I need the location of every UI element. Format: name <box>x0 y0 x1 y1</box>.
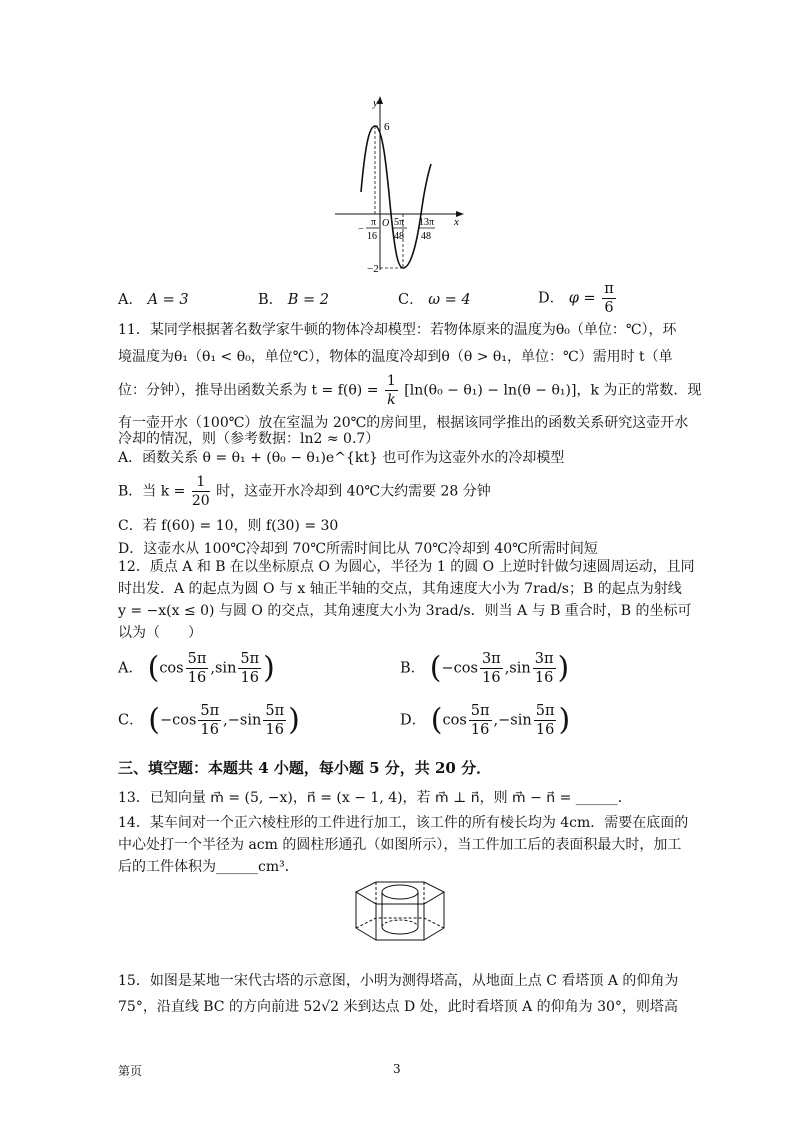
q10-option-a[interactable] <box>118 288 189 309</box>
q11-line-3 <box>118 372 701 409</box>
paren: ( <box>429 650 442 686</box>
paren: ) <box>263 650 275 686</box>
option-text: φ = <box>568 290 596 307</box>
q14-line-1: 14．某车间对一个正六棱柱形的工件进行加工，该工件的所有棱长均为 4cm．需要在底面的 <box>118 815 689 831</box>
text: ,sin <box>210 660 237 677</box>
y-min-label: −2 <box>367 263 379 275</box>
q11-option-b[interactable] <box>118 473 491 510</box>
y-max-label: 6 <box>384 121 390 133</box>
q15-line-2: 75°，沿直线 BC 的方向前进 52√2 米到达点 D 处，此时看塔顶 A 的仰角为 30°，则塔高 <box>118 999 678 1015</box>
numerator: 5π <box>265 703 285 719</box>
q12-option-c[interactable] <box>118 702 300 739</box>
q14-line-3: 后的工件体积为______cm³． <box>118 859 299 875</box>
text: [ln(θ₀ − θ₁) − ln(θ − θ₁)]，k 为正的常数．现 <box>404 382 702 399</box>
numerator: 5π <box>200 703 220 719</box>
fraction <box>385 372 398 409</box>
numerator: 1 <box>386 373 396 389</box>
paren: ) <box>558 702 571 738</box>
x-axis-label: x <box>454 216 459 228</box>
q12-line-3: y = −x(x ≤ 0) 与圆 O 的交点，其角速度大小为 3rad/s．则当 A 与 B 重合时，B 的坐标可 <box>118 603 692 619</box>
fraction <box>533 650 556 687</box>
q11-line-5: 冷却的情况，则（参考数据：ln2 ≈ 0.7） <box>118 431 380 447</box>
denominator: 16 <box>470 722 490 738</box>
footer-label: 第页 <box>118 1064 143 1078</box>
fraction <box>602 280 616 317</box>
fraction <box>469 702 492 739</box>
option-label: C． <box>398 292 424 308</box>
fraction <box>263 702 286 739</box>
text: ,−sin <box>223 712 262 729</box>
q11-option-a[interactable]: A．函数关系 θ = θ₁ + (θ₀ − θ₁)e^{kt} 也可作为这壶外水的冷却模型 <box>118 450 565 466</box>
option-label: A． <box>118 660 143 677</box>
denominator: 16 <box>535 722 555 738</box>
text: 位：分钟），推导出函数关系为 t = f(θ) = <box>118 382 379 399</box>
numerator: 3π <box>534 651 554 667</box>
denominator: 16 <box>534 670 554 686</box>
text: cos <box>442 712 467 729</box>
fraction <box>238 650 261 687</box>
option-text: ω = 4 <box>428 292 471 308</box>
denominator: 6 <box>604 300 614 316</box>
q11-line-4: 有一壶开水（100℃）放在室温为 20℃的房间里，根据该同学推出的函数关系研究这壶开水 <box>118 415 689 431</box>
origin-label: O <box>382 218 390 229</box>
q12-line-1: 12．质点 A 和 B 在以坐标原点 O 为圆心，半径为 1 的圆 O 上逆时针做匀速圆周运动，且同 <box>118 559 695 575</box>
y-axis-label: y <box>373 97 378 109</box>
option-label: D． <box>400 712 427 729</box>
page-number: 3 <box>393 1062 401 1076</box>
fraction <box>186 650 209 687</box>
q11-option-d[interactable]: D．这壶水从 100℃冷却到 70℃所需时间比从 70℃冷却到 40℃所需时间短 <box>118 541 598 557</box>
q10-option-d[interactable] <box>538 280 618 317</box>
numerator: 5π <box>187 651 207 667</box>
option-text: A = 3 <box>147 292 189 308</box>
q12-line-2: 时出发．A 的起点为圆 O 与 x 轴正半轴的交点，其角速度大小为 7rad/s；B 的起点为射线 <box>118 581 682 597</box>
text: ,−sin <box>493 712 532 729</box>
denominator: 16 <box>240 670 260 686</box>
q13-text: 13．已知向量 m⃗ = (5, −x)，n⃗ = (x − 1, 4)，若 m⃗ ⊥ n⃗，则 m⃗ − n⃗ = ______． <box>118 790 632 806</box>
tick1-denominator: 16 <box>367 231 377 242</box>
text: ,sin <box>504 660 531 677</box>
numerator: 1 <box>192 473 210 492</box>
option-label: A． <box>118 292 143 308</box>
paren: ( <box>430 702 443 738</box>
option-text: B = 2 <box>287 292 330 308</box>
fraction <box>198 702 221 739</box>
q11-line-2: 境温度为θ₁（θ₁ < θ₀，单位℃），物体的温度冷却到θ（θ > θ₁，单位：℃）需用时 t（单 <box>118 349 673 365</box>
denominator: 16 <box>200 722 219 738</box>
option-label: C． <box>118 712 144 729</box>
denominator: 16 <box>187 670 207 686</box>
denominator: 16 <box>265 722 284 738</box>
denominator: 20 <box>191 493 210 509</box>
section-3-heading: 三、填空题：本题共 4 小题，每小题 5 分，共 20 分． <box>118 759 492 777</box>
hex-prism-figure <box>352 880 448 952</box>
paren: ) <box>557 650 570 686</box>
q12-option-a[interactable] <box>118 650 275 687</box>
tick1-numerator: π <box>371 217 377 228</box>
option-label: D． <box>538 290 565 307</box>
numerator: 5π <box>535 703 555 719</box>
q14-line-2: 中心处打一个半径为 acm 的圆柱形通孔（如图所示），当工件加工后的表面积最大时，加工 <box>118 837 682 853</box>
numerator: 5π <box>470 703 490 719</box>
q10-option-b[interactable] <box>258 288 329 309</box>
numerator: π <box>604 281 614 297</box>
sine-graph-figure <box>325 92 470 277</box>
q12-option-b[interactable] <box>400 650 569 687</box>
q11-line-1: 11．某同学根据著名数学家牛顿的物体冷却模型：若物体原来的温度为θ₀（单位：℃），环 <box>118 322 677 338</box>
q12-line-4: 以为（ ） <box>118 625 202 641</box>
numerator: 5π <box>240 651 260 667</box>
paren: ( <box>147 650 160 686</box>
fraction <box>480 650 503 687</box>
text: −cos <box>441 660 478 677</box>
text: −cos <box>159 712 197 729</box>
q10-option-c[interactable] <box>398 288 471 309</box>
q11-option-c[interactable]: C．若 f(60) = 10，则 f(30) = 30 <box>118 518 339 534</box>
numerator: 3π <box>481 651 501 667</box>
tick3-numerator: 13π <box>419 217 435 228</box>
tick1-sign: − <box>358 224 364 235</box>
tick3-denominator: 48 <box>421 231 431 242</box>
q15-line-1: 15．如图是某地一宋代古塔的示意图，小明为测得塔高，从地面上点 C 看塔顶 A 的仰角为 <box>118 973 679 989</box>
fraction <box>192 473 210 510</box>
text: B．当 k = <box>118 483 186 500</box>
text: 时，这壶开水冷却到 40℃大约需要 28 分钟 <box>216 483 491 500</box>
text: cos <box>159 660 184 677</box>
fraction <box>534 702 557 739</box>
paren: ) <box>288 702 300 738</box>
option-label: B． <box>258 292 284 308</box>
option-label: B． <box>400 660 426 677</box>
paren: ( <box>148 702 160 738</box>
denominator: k <box>387 392 396 408</box>
tick2-denominator: 48 <box>394 231 404 242</box>
q12-option-d[interactable] <box>400 702 570 739</box>
tick2-numerator: 5π <box>394 217 405 228</box>
denominator: 16 <box>482 670 501 686</box>
